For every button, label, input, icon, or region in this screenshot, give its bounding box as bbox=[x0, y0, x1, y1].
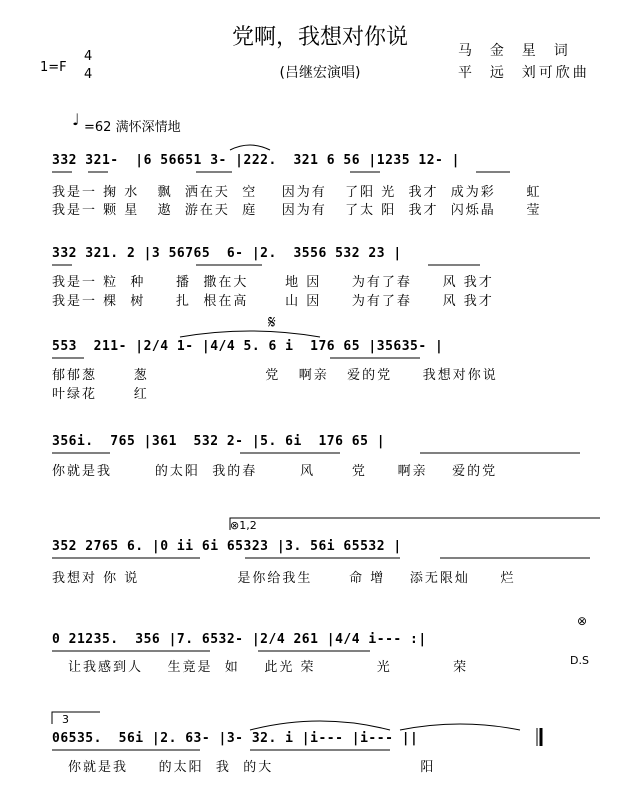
volta-bracket-3 bbox=[52, 712, 100, 724]
notation-line-1: 332 321- |6 56651 3- |222. 321 6 56 |1235 12- | bbox=[52, 153, 461, 168]
quarter-note-icon: ♩ bbox=[72, 110, 80, 129]
lyrics-line-2b: 我是一 棵 树 扎 根在高 山 因 为有了春 风 我才 bbox=[52, 294, 494, 309]
lyrics-line-1b: 我是一 颗 星 遨 游在天 庭 因为有 了太 阳 我才 闪烁晶 莹 bbox=[52, 203, 542, 218]
composer-credit: 平 远 刘可欣曲 bbox=[458, 65, 590, 81]
notation-line-6: 0 21235. 356 |7. 6532- |2/4 261 |4/4 i--- :| bbox=[52, 632, 427, 647]
notation-line-7: 06535. 56i |2. 63- |3- 32. i |i--- |i--- || bbox=[52, 731, 419, 746]
time-signature-bottom: 4 bbox=[84, 67, 93, 82]
notation-line-3: 553 211- |2/4 1- |4/4 5. 6 i 176 65 |35635- | bbox=[52, 339, 444, 354]
notation-line-4: 356i. 765 |361 532 2- |5. 6i 176 65 | bbox=[52, 434, 386, 449]
volta-label-1-2: ⊗1,2 bbox=[230, 519, 257, 532]
lyrics-line-5: 我想对 你 说 是你给我生 命 增 添无限灿 烂 bbox=[52, 571, 516, 586]
lyrics-line-6: 让我感到人 生竟是 如 此光 荣 光 荣 bbox=[68, 660, 469, 675]
song-subtitle: (吕继宏演唱) bbox=[279, 65, 361, 81]
lyrics-line-3b: 叶绿花 红 bbox=[52, 387, 149, 402]
lyrics-line-4: 你就是我 的太阳 我的春 风 党 啊亲 爱的党 bbox=[52, 464, 498, 479]
slur bbox=[180, 331, 320, 337]
tempo-marking: =62 满怀深情地 bbox=[84, 120, 181, 135]
notation-line-2: 332 321. 2 |3 56765 6- |2. 3556 532 23 | bbox=[52, 246, 402, 261]
slur bbox=[250, 721, 390, 730]
key-signature: 1=F bbox=[40, 60, 67, 75]
lyrics-line-2a: 我是一 粒 种 播 撒在大 地 因 为有了春 风 我才 bbox=[52, 275, 494, 290]
lyrics-line-7: 你就是我 的太阳 我 的大 阳 bbox=[68, 760, 436, 775]
notation-line-5: 352 2765 6. |0 ii 6i 65323 |3. 56i 65532 | bbox=[52, 539, 402, 554]
slur bbox=[400, 724, 520, 730]
lyrics-line-1a: 我是一 掬 水 飘 洒在天 空 因为有 了阳 光 我才 成为彩 虹 bbox=[52, 185, 542, 200]
time-signature-top: 4 bbox=[84, 49, 93, 64]
coda-icon: ⊗ bbox=[577, 614, 588, 628]
segno-icon: 𝄋 bbox=[268, 312, 276, 333]
slur bbox=[230, 145, 270, 150]
lyricist-credit: 马 金 星 词 bbox=[458, 43, 571, 59]
volta-bracket-1-2 bbox=[230, 518, 600, 530]
dal-segno-mark: D.S bbox=[570, 654, 589, 667]
volta-label-3: 3 bbox=[62, 713, 69, 726]
song-title: 党啊，我想对你说 bbox=[231, 25, 408, 50]
lyrics-line-3a: 郁郁葱 葱 党 啊亲 爱的党 我想对你说 bbox=[52, 368, 498, 383]
